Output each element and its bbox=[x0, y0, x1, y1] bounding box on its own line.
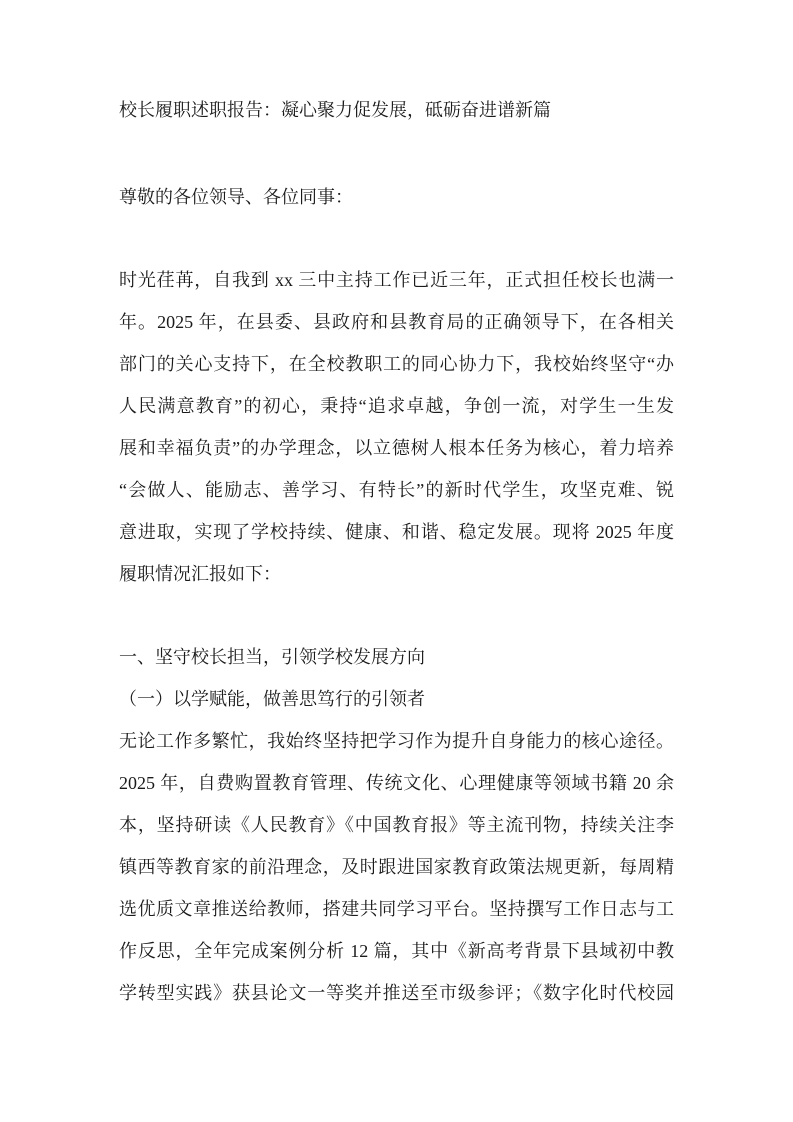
intro-paragraph bbox=[119, 259, 674, 595]
paragraph-line: 人民满意教育”的初心，秉持“追求卓越，争创一流，对学生一生发 bbox=[119, 396, 674, 416]
page-title: 校长履职述职报告：凝心聚力促发展，砥砺奋进谱新篇 bbox=[119, 100, 551, 120]
salutation: 尊敬的各位领导、各位同事： bbox=[119, 187, 353, 207]
paragraph-line: 2025 年，自费购置教育管理、传统文化、心理健康等领域书籍 20 余 bbox=[119, 773, 674, 793]
paragraph-line: 选优质文章推送给教师，搭建共同学习平台。坚持撰写工作日志与工 bbox=[119, 899, 674, 919]
paragraph-line: 学转型实践》获县论文一等奖并推送至市级参评；《数字化时代校园 bbox=[119, 983, 674, 1003]
paragraph-line: 镇西等教育家的前沿理念，及时跟进国家教育政策法规更新，每周精 bbox=[119, 857, 674, 877]
paragraph-line: 作反思，全年完成案例分析 12 篇，其中《新高考背景下县域初中教 bbox=[119, 941, 674, 961]
paragraph-line: 年。2025 年，在县委、县政府和县教育局的正确领导下，在各相关 bbox=[119, 312, 674, 332]
paragraph-line: 无论工作多繁忙，我始终坚持把学习作为提升自身能力的核心途径。 bbox=[119, 731, 674, 751]
paragraph-line: 履职情况汇报如下： bbox=[119, 564, 281, 584]
paragraph-line: 本，坚持研读《人民教育》《中国教育报》等主流刊物，持续关注李 bbox=[119, 815, 674, 835]
section-heading: 一、坚守校长担当，引领学校发展方向 bbox=[119, 647, 425, 667]
paragraph-line: 部门的关心支持下，在全校教职工的同心协力下，我校始终坚守“办 bbox=[119, 354, 674, 374]
paragraph-line: “会做人、能励志、善学习、有特长”的新时代学生，攻坚克难、锐 bbox=[119, 480, 674, 500]
learning-paragraph bbox=[119, 720, 674, 1014]
subsection-heading: （一）以学赋能，做善思笃行的引领者 bbox=[119, 689, 425, 709]
paragraph-line: 意进取，实现了学校持续、健康、和谐、稳定发展。现将 2025 年度 bbox=[119, 522, 674, 542]
paragraph-line: 时光荏苒，自我到 xx 三中主持工作已近三年，正式担任校长也满一 bbox=[119, 270, 674, 290]
paragraph-line: 展和幸福负责”的办学理念，以立德树人根本任务为核心，着力培养 bbox=[119, 438, 674, 458]
